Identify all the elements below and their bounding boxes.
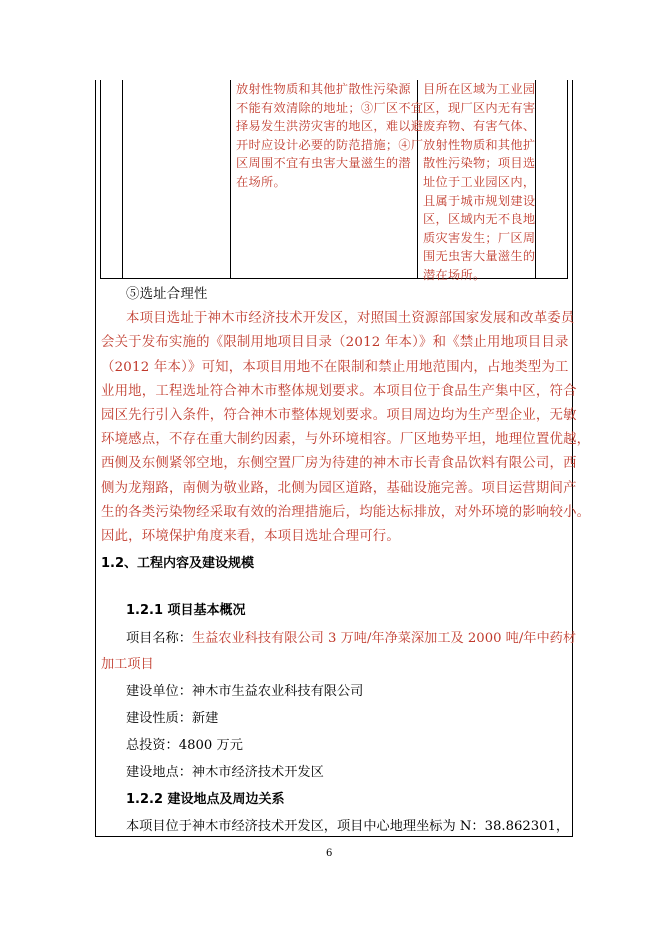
paragraph-line: 生的各类污染物经采取有效的治理措施后，均能达标排放，对外环境的影响较小。 — [101, 504, 591, 520]
paragraph-line: 侧为龙翔路，南侧为敬业路，北侧为园区道路，基础设施完善。项目运营期间产 — [101, 480, 577, 496]
text-line: 不能有效清除的地址；③厂区不宜 — [236, 100, 424, 115]
section-1-2-heading: 1.2、工程内容及建设规模 — [101, 556, 255, 571]
paragraph-line: 环境感点，不存在重大制约因素，与外环境相容。厂区地势平坦，地理位置优越， — [101, 432, 591, 448]
text-line: 废弃物、有害气体、 — [423, 119, 536, 134]
text-line: 且属于城市规划建设 — [423, 193, 536, 208]
table-divider — [230, 80, 231, 278]
text-line: 目所在区域为工业园 — [423, 82, 536, 96]
section-1-2-2-heading: 1.2.2 建设地点及周边关系 — [126, 792, 285, 807]
construction-location: 建设地点：神木市经济技术开发区 — [126, 765, 324, 780]
section-1-2-1-heading: 1.2.1 项目基本概况 — [126, 603, 246, 618]
text-line: 区，区域内无不良地 — [423, 212, 536, 227]
construction-nature: 建设性质：新建 — [126, 711, 219, 726]
text-line: 区周围不宜有虫害大量滋生的潜 — [236, 156, 411, 171]
text-line: 潜在场所。 — [423, 267, 486, 282]
section-1-2-2-text: 本项目位于神木市经济技术开发区，项目中心地理坐标为 N：38.862301， — [126, 819, 570, 834]
project-name-value: 生益农业科技有限公司 3 万吨/年净菜深加工及 2000 吨/年中药材 — [191, 631, 577, 646]
text-line: 择易发生洪涝灾害的地区，难以避 — [236, 119, 424, 134]
paragraph-line: （2012 年本）》可知，本项目用地不在限制和禁止用地范围内，占地类型为工 — [101, 359, 569, 375]
section-5-heading: ⑤选址合理性 — [126, 287, 208, 302]
paragraph-line: 因此，环境保护角度来看，本项目选址合理可行。 — [101, 528, 400, 544]
paragraph-line: 业用地，工程选址符合神木市整体规划要求。本项目位于食品生产集中区，符合 — [101, 383, 577, 399]
text-line: 在场所。 — [236, 174, 286, 189]
construction-unit: 建设单位：神木市生益农业科技有限公司 — [126, 684, 364, 699]
text-line: 放射性物质和其他扩 — [423, 137, 536, 152]
text-line: 开时应设计必要的防范措施；④厂 — [236, 137, 424, 152]
text-line: 放射性物质和其他扩散性污染源 — [236, 82, 411, 96]
text-line: 区，现厂区内无有害 — [423, 100, 536, 115]
section-5 — [101, 283, 591, 549]
paragraph-line: 本项目选址于神木市经济技术开发区，对照国土资源部国家发展和改革委员 — [126, 311, 575, 327]
project-name-label: 项目名称： — [126, 631, 192, 646]
table-divider — [122, 80, 123, 278]
project-name-continued: 加工项目 — [101, 657, 154, 672]
text-line: 址位于工业园区内， — [423, 174, 536, 189]
paragraph-line: 西侧及东侧紧邻空地，东侧空置厂房为待建的神木市长青食品饮料有限公司，西 — [101, 456, 577, 472]
text-line: 围无虫害大量滋生的 — [423, 249, 536, 264]
table-cell-requirement — [236, 80, 423, 192]
paragraph-line: 园区先行引入条件，符合神木市整体规划要求。项目周边均为生产型企业，无敏 — [101, 407, 577, 423]
text-line: 散性污染物；项目选 — [423, 156, 536, 171]
table-cell-analysis — [423, 80, 535, 285]
paragraph-line: 会关于发布实施的《限制用地项目目录（2012 年本）》和《禁止用地项目目录 — [101, 335, 569, 351]
total-investment: 总投资：4800 万元 — [126, 738, 243, 753]
text-line: 质灾害发生；厂区周 — [423, 230, 536, 245]
page-number: 6 — [326, 848, 333, 859]
project-name — [126, 627, 576, 646]
